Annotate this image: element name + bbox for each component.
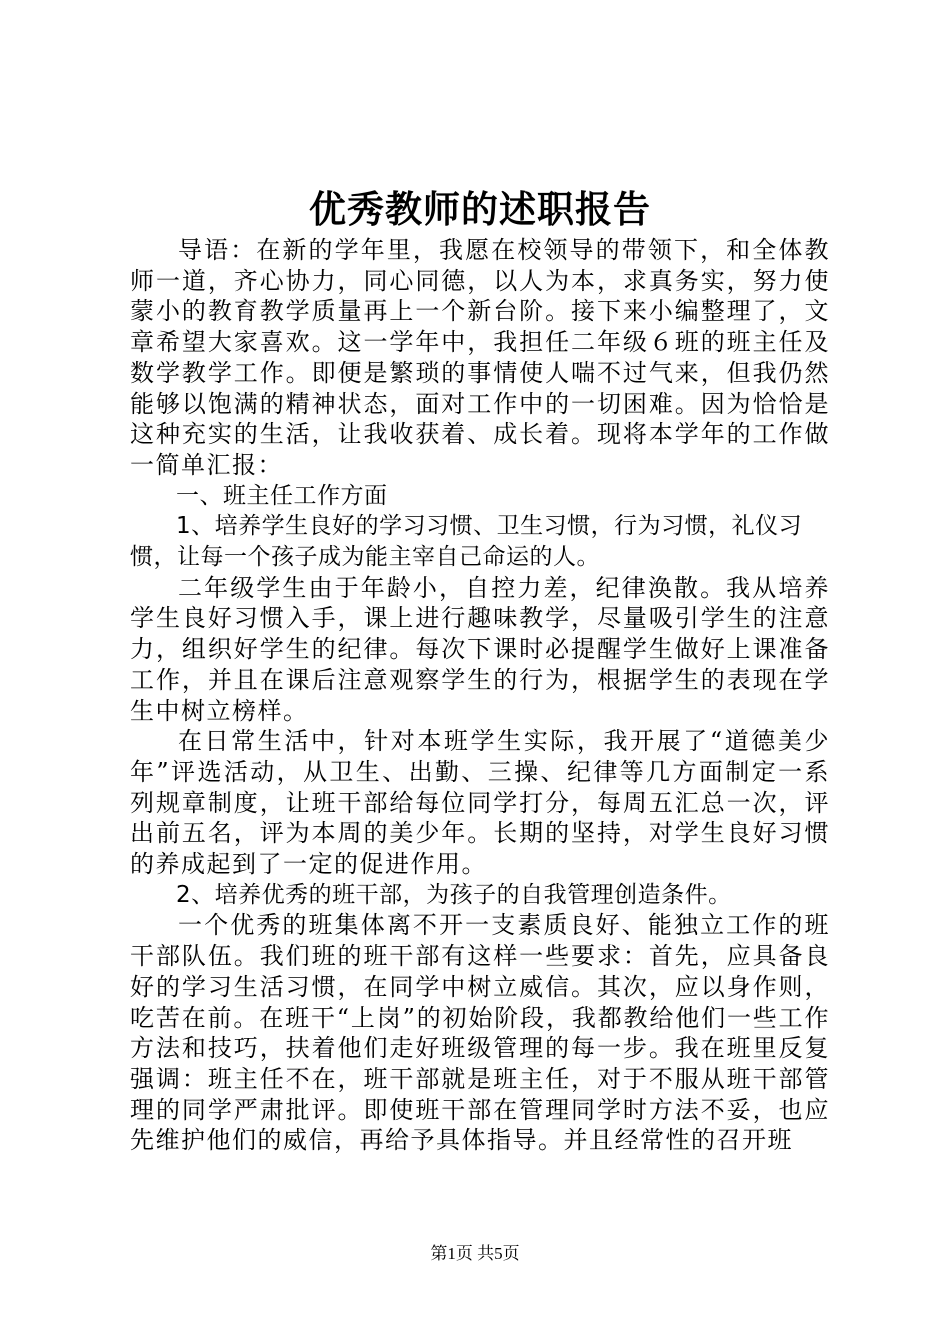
- body-paragraph-3: 一个优秀的班集体离不开一支素质良好、能独立工作的班干部队伍。我们班的班干部有这样一些要求：首先，应具备良好的学习生活习惯，在同学中树立威信。其次，应以身作则，吃苦在前。在班干“上岗”的初始阶段，我都教给他们一些工作方法和技巧，扶着他们走好班级管理的每一步。我在班里反复强调：班主任不在，班干部就是班主任，对于不服从班干部管理的同学严肃批评。即使班干部在管理同学时方法不妥，也应先维护他们的威信，再给予具体指导。并且经常性的召开班: [130, 911, 830, 1155]
- section-heading-1: 一、班主任工作方面: [176, 482, 388, 509]
- document-body: [130, 183, 830, 1156]
- intro-paragraph: 导语：在新的学年里，我愿在校领导的带领下，和全体教师一道，齐心协力，同心同德，以人为本，求真务实，努力使蒙小的教育教学质量再上一个新台阶。接下来小编整理了，文章希望大家喜欢。这一学年中，我担任二年级６班的班主任及数学教学工作。即便是繁琐的事情使人喘不过气来，但我仍然能够以饱满的精神状态，面对工作中的一切困难。因为恰恰是这种充实的生活，让我收获着、成长着。现将本学年的工作做一简单汇报：: [130, 236, 830, 479]
- body-paragraph-1: 二年级学生由于年龄小，自控力差，纪律涣散。我从培养学生良好习惯入手，课上进行趣味教学，尽量吸引学生的注意力，组织好学生的纪律。每次下课时必提醒学生做好上课准备工作，并且在课后注意观察学生的行为，根据学生的表现在学生中树立榜样。: [130, 573, 830, 725]
- body-paragraph-2: 在日常生活中，针对本班学生实际，我开展了“道德美少年”评选活动，从卫生、出勤、三操、纪律等几方面制定一系列规章制度，让班干部给每位同学打分，每周五汇总一次，评出前五名，评为本周的美少年。长期的坚持，对学生良好习惯的养成起到了一定的促进作用。: [130, 727, 830, 879]
- subheading-2: 2、培养优秀的班干部，为孩子的自我管理创造条件。: [176, 881, 732, 908]
- page-footer: 第1页 共5页: [430, 1244, 520, 1263]
- subheading-1: 1、培养学生良好的学习习惯、卫生习惯，行为习惯，礼仪习惯，让每一个孩子成为能主宰自己命运的人。: [130, 513, 803, 571]
- document-title: 优秀教师的述职报告: [309, 187, 651, 231]
